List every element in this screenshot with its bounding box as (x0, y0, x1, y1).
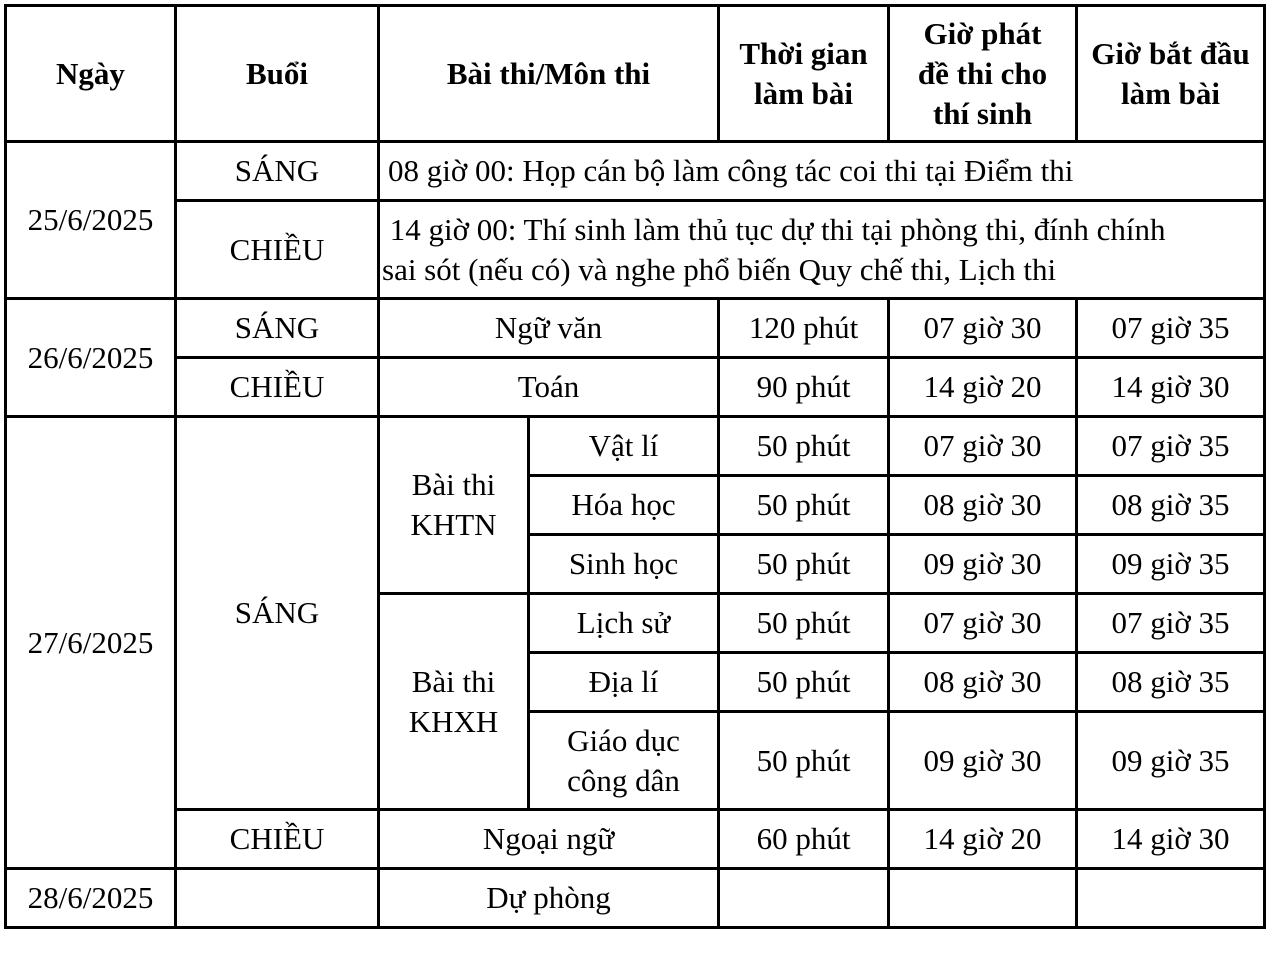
header-session: Buổi (176, 6, 379, 142)
subject-cell: Ngữ văn (379, 299, 719, 358)
group-cell (379, 417, 529, 594)
start-time-cell: 09 giờ 35 (1077, 535, 1265, 594)
exam-schedule (4, 4, 1266, 929)
header-date: Ngày (6, 6, 176, 142)
start-time-cell: 07 giờ 35 (1077, 299, 1265, 358)
duration-cell (719, 869, 889, 928)
start-time-cell: 07 giờ 35 (1077, 594, 1265, 653)
distribute-time-cell (889, 869, 1077, 928)
date-cell: 28/6/2025 (6, 869, 176, 928)
duration-cell: 50 phút (719, 417, 889, 476)
group-line: Bài thi (411, 663, 496, 699)
distribute-time-cell: 09 giờ 30 (889, 535, 1077, 594)
exam-schedule-table (4, 4, 1266, 929)
note-cell: 08 giờ 00: Họp cán bộ làm công tác coi thi tại Điểm thi (379, 142, 1265, 201)
session-cell: SÁNG (176, 299, 379, 358)
group-line: KHXH (408, 703, 499, 739)
subject-cell: Hóa học (529, 476, 719, 535)
session-cell: CHIỀU (176, 810, 379, 869)
subject-cell: Lịch sử (529, 594, 719, 653)
distribute-time-cell: 08 giờ 30 (889, 653, 1077, 712)
duration-cell: 50 phút (719, 535, 889, 594)
group-line: KHTN (410, 507, 497, 542)
distribute-time-cell: 07 giờ 30 (889, 299, 1077, 358)
duration-cell: 50 phút (719, 476, 889, 535)
start-time-cell (1077, 869, 1265, 928)
header-duration: Thời gian làm bài (719, 6, 889, 142)
table-row (6, 869, 1265, 928)
duration-cell: 120 phút (719, 299, 889, 358)
session-cell (176, 869, 379, 928)
duration-cell: 50 phút (719, 653, 889, 712)
session-cell: SÁNG (176, 142, 379, 201)
session-cell: CHIỀU (176, 201, 379, 299)
distribute-time-cell: 08 giờ 30 (889, 476, 1077, 535)
table-row (6, 299, 1265, 358)
subject-cell (529, 712, 719, 810)
start-time-cell: 08 giờ 35 (1077, 476, 1265, 535)
subject-cell: Ngoại ngữ (379, 810, 719, 869)
subject-cell: Dự phòng (379, 869, 719, 928)
header-distribute-time: Giờ phát đề thi cho thí sinh (889, 6, 1077, 142)
start-time-cell: 09 giờ 35 (1077, 712, 1265, 810)
subject-cell: Địa lí (529, 653, 719, 712)
note-line: sai sót (nếu có) và nghe phổ biến Quy chế thi, Lịch thi (382, 251, 1057, 287)
session-cell: SÁNG (176, 417, 379, 810)
distribute-time-cell: 07 giờ 30 (889, 417, 1077, 476)
distribute-time-cell: 14 giờ 20 (889, 358, 1077, 417)
distribute-time-cell: 09 giờ 30 (889, 712, 1077, 810)
group-cell (379, 594, 529, 810)
note-cell (379, 201, 1265, 299)
table-row (6, 358, 1265, 417)
distribute-time-cell: 14 giờ 20 (889, 810, 1077, 869)
session-cell: CHIỀU (176, 358, 379, 417)
group-line: Bài thi (411, 467, 496, 502)
start-time-cell: 14 giờ 30 (1077, 810, 1265, 869)
header-subject: Bài thi/Môn thi (379, 6, 719, 142)
header-start-time: Giờ bắt đầu làm bài (1077, 6, 1265, 142)
table-row (6, 417, 1265, 476)
table-row (6, 201, 1265, 299)
duration-cell: 50 phút (719, 712, 889, 810)
subject-line: Giáo dục (567, 722, 680, 758)
duration-cell: 60 phút (719, 810, 889, 869)
subject-cell: Sinh học (529, 535, 719, 594)
date-cell: 27/6/2025 (6, 417, 176, 869)
header-row (6, 6, 1265, 142)
date-cell: 25/6/2025 (6, 142, 176, 299)
table-row (6, 810, 1265, 869)
start-time-cell: 14 giờ 30 (1077, 358, 1265, 417)
duration-cell: 50 phút (719, 594, 889, 653)
duration-cell: 90 phút (719, 358, 889, 417)
table-row (6, 142, 1265, 201)
note-line: 14 giờ 00: Thí sinh làm thủ tục dự thi tại phòng thi, đính chính (382, 211, 1166, 247)
subject-line: công dân (567, 762, 680, 798)
start-time-cell: 07 giờ 35 (1077, 417, 1265, 476)
start-time-cell: 08 giờ 35 (1077, 653, 1265, 712)
subject-cell: Vật lí (529, 417, 719, 476)
subject-cell: Toán (379, 358, 719, 417)
distribute-time-cell: 07 giờ 30 (889, 594, 1077, 653)
date-cell: 26/6/2025 (6, 299, 176, 417)
